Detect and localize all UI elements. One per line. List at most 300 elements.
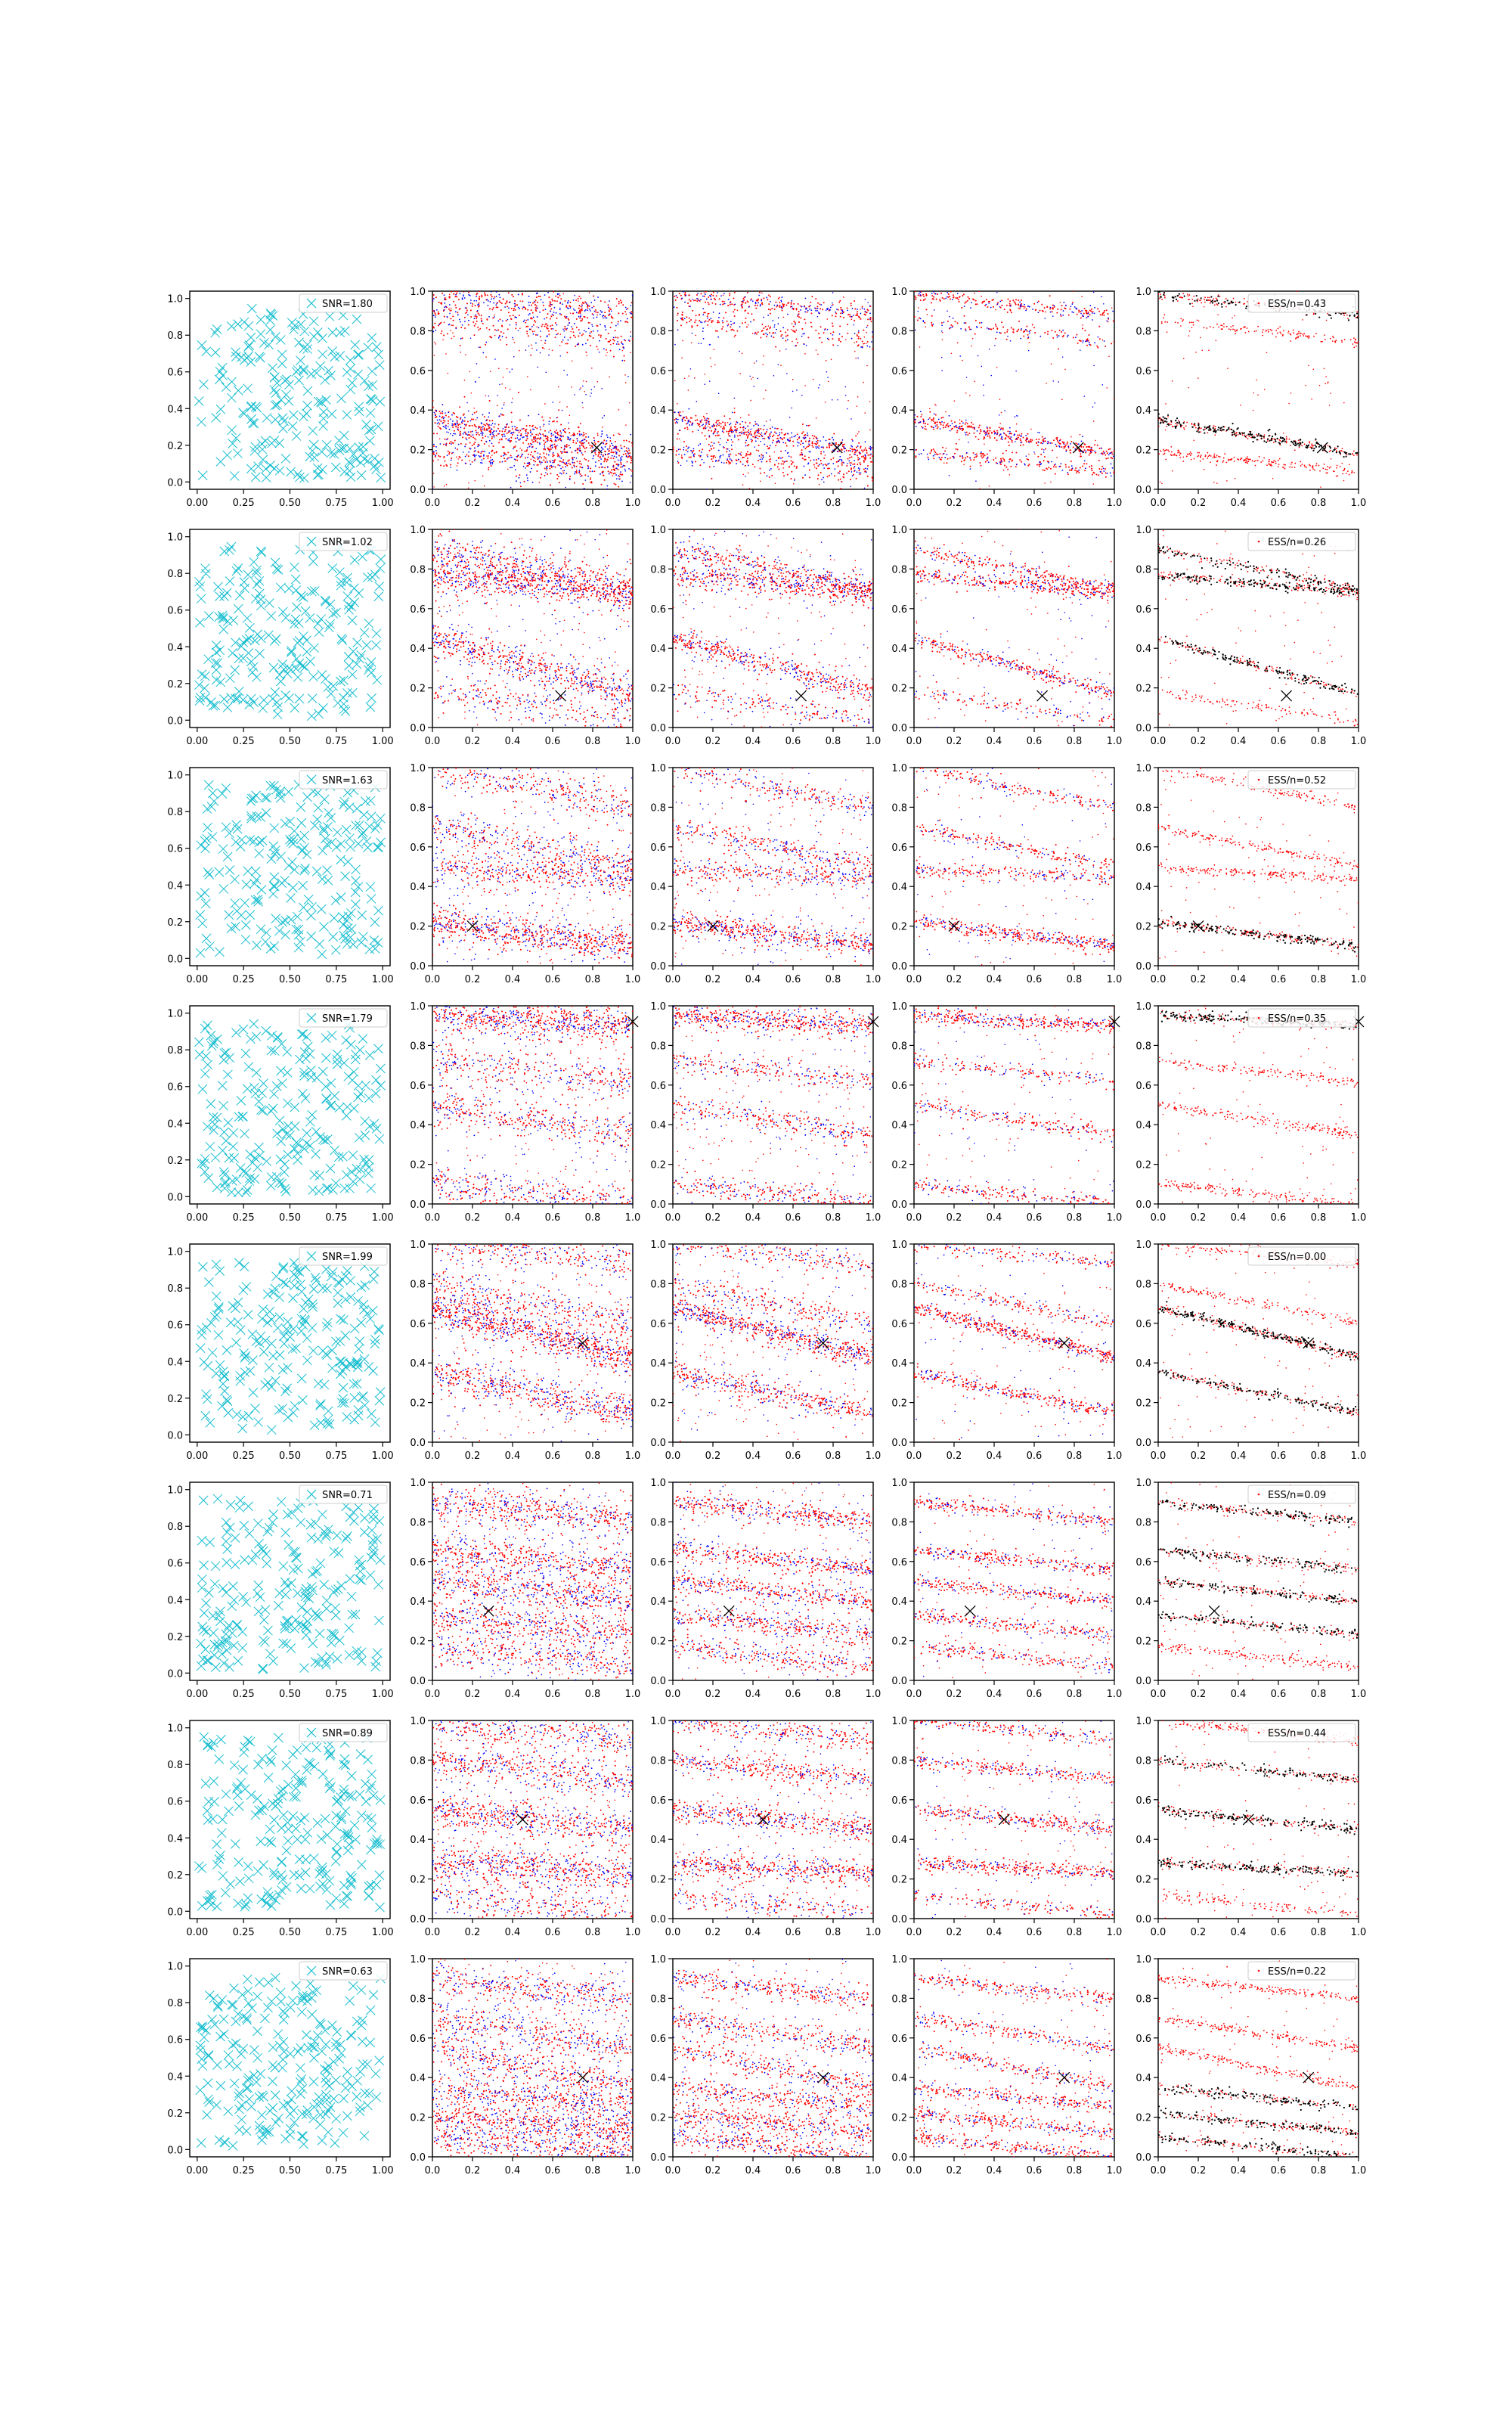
panel-r5-c4-ytick-label: 0.2 bbox=[1136, 1636, 1151, 1648]
panel-r1-c3-xtick-label: 0.8 bbox=[1066, 736, 1083, 747]
panel-r7-c2-xtick-label: 0.6 bbox=[785, 2165, 801, 2176]
panel-r3-c2-xtick-label: 0.2 bbox=[705, 1212, 721, 1224]
panel-r3-c4-xtick-label: 0.6 bbox=[1270, 1212, 1287, 1224]
panel-r1-c1-xtick-label: 0.8 bbox=[584, 736, 601, 747]
panel-r5-c3-ytick-label: 1.0 bbox=[891, 1478, 907, 1489]
panel-r0-c1-ytick-label: 0.6 bbox=[410, 365, 426, 377]
panel-r1-c0-ytick-label: 0.0 bbox=[167, 715, 183, 728]
panel-r1-c2-ytick-label: 0.8 bbox=[650, 564, 666, 576]
panel-r4-c4-xtick-label: 0.4 bbox=[1230, 1450, 1247, 1462]
panel-r6-c1-xtick-label: 0.0 bbox=[424, 1927, 441, 1938]
panel-r4-c1-xtick-label: 0.2 bbox=[464, 1450, 481, 1462]
panel-r4-c4-ytick-label: 0.6 bbox=[1136, 1318, 1151, 1330]
panel-r7-c0-xtick-label: 0.75 bbox=[325, 2165, 348, 2176]
panel-r6-c2-xtick-label: 0.2 bbox=[705, 1927, 721, 1938]
panel-r5-c3-xtick-label: 0.2 bbox=[946, 1689, 962, 1700]
legend-snr-r0-text: SNR=1.80 bbox=[322, 299, 373, 310]
panel-r6-c1-xtick-label: 1.0 bbox=[624, 1927, 641, 1938]
panel-r5-c1-xtick-label: 0.8 bbox=[584, 1689, 601, 1700]
panel-r0-c4-xtick-label: 0.8 bbox=[1310, 498, 1327, 509]
panel-r4-c0-xtick-label: 1.00 bbox=[371, 1450, 394, 1462]
panel-r1-c0-xtick-label: 0.75 bbox=[325, 736, 348, 747]
panel-r2-c4-xtick-label: 0.8 bbox=[1310, 974, 1327, 985]
panel-r6-c1-ytick-label: 0.8 bbox=[410, 1755, 426, 1767]
legend-ess-r2-marker bbox=[1258, 779, 1260, 781]
panel-r1-c0-ytick-label: 1.0 bbox=[167, 532, 183, 544]
panel-r6-c4-xtick-label: 0.4 bbox=[1230, 1927, 1247, 1938]
panel-r5-c1-ytick-label: 0.0 bbox=[410, 1676, 426, 1687]
panel-r5-c4-ytick-label: 1.0 bbox=[1136, 1478, 1151, 1489]
panel-r6-c0-xtick-label: 1.00 bbox=[371, 1927, 394, 1938]
panel-r5-c1-ytick-label: 1.0 bbox=[410, 1478, 426, 1489]
panel-r6-c0-xtick-label: 0.75 bbox=[325, 1927, 348, 1938]
panel-r3-c0-ytick-label: 0.4 bbox=[167, 1118, 183, 1131]
panel-r1-c1-ytick-label: 0.0 bbox=[410, 723, 426, 734]
panel-r1-c3-xtick-label: 0.4 bbox=[986, 736, 1002, 747]
panel-r6-c2-ytick-label: 0.4 bbox=[650, 1835, 666, 1847]
panel-r0-c2-ytick-label: 0.4 bbox=[650, 405, 666, 417]
panel-r7-c3-ytick-label: 0.8 bbox=[891, 1993, 907, 2006]
panel-r7-c3-ytick-label: 0.2 bbox=[891, 2112, 907, 2124]
panel-r1-c1-ytick-label: 0.2 bbox=[410, 683, 426, 695]
panel-r2-c3-ytick-label: 0.4 bbox=[891, 882, 907, 894]
panel-r0-c1-xtick-label: 0.4 bbox=[504, 498, 521, 509]
panel-r6-c4-xtick-label: 0.2 bbox=[1190, 1927, 1207, 1938]
panel-r3-c1-ytick-label: 0.6 bbox=[410, 1080, 426, 1092]
panel-r2-c0-xtick-label: 0.50 bbox=[279, 974, 301, 985]
panel-r1-c3-ytick-label: 0.8 bbox=[891, 564, 907, 576]
panel-r6-c4-xtick-label: 0.8 bbox=[1310, 1927, 1327, 1938]
panel-r4-c3-ytick-label: 0.4 bbox=[891, 1358, 907, 1370]
panel-r0-c2-xtick-label: 0.4 bbox=[745, 498, 761, 509]
panel-r7-c4-ytick-label: 0.6 bbox=[1136, 2033, 1151, 2045]
panel-r6-c1-ytick-label: 0.2 bbox=[410, 1874, 426, 1886]
panel-r4-c3-ytick-label: 0.8 bbox=[891, 1279, 907, 1291]
panel-r7-c1-ytick-label: 0.2 bbox=[410, 2112, 426, 2124]
panel-r1-c4-xtick-label: 0.8 bbox=[1310, 736, 1327, 747]
panel-r2-c3-xtick-label: 0.8 bbox=[1066, 974, 1083, 985]
panel-r3-c4-ytick-label: 0.8 bbox=[1136, 1041, 1151, 1053]
panel-r5-c2-xtick-label: 0.6 bbox=[785, 1689, 801, 1700]
panel-r0-c2-ytick-label: 0.2 bbox=[650, 445, 666, 457]
panel-r0-c0-ytick-label: 0.8 bbox=[167, 330, 183, 343]
panel-r3-c1-xtick-label: 0.4 bbox=[504, 1212, 521, 1224]
panel-r2-c2-xtick-label: 1.0 bbox=[865, 974, 881, 985]
panel-r4-c1-xtick-label: 0.4 bbox=[504, 1450, 521, 1462]
panel-r5-c4-ytick-label: 0.4 bbox=[1136, 1596, 1151, 1609]
panel-r7-c1-xtick-label: 0.2 bbox=[464, 2165, 481, 2176]
panel-r2-c3-xtick-label: 0.4 bbox=[986, 974, 1002, 985]
panel-r6-c0-ytick-label: 0.2 bbox=[167, 1869, 183, 1882]
panel-r3-c1-ytick-label: 0.2 bbox=[410, 1159, 426, 1171]
panel-r6-c0-ytick-label: 0.6 bbox=[167, 1796, 183, 1808]
legend-snr-r1-text: SNR=1.02 bbox=[322, 537, 373, 548]
panel-r0-c1-xtick-label: 0.6 bbox=[544, 498, 561, 509]
panel-r2-c4-ytick-label: 0.0 bbox=[1136, 961, 1151, 973]
panel-r0-c0-ytick-label: 0.6 bbox=[167, 367, 183, 379]
panel-r3-c4-ytick-label: 0.0 bbox=[1136, 1199, 1151, 1211]
panel-r7-c3-xtick-label: 1.0 bbox=[1106, 2165, 1123, 2176]
panel-r1-c1-xtick-label: 0.2 bbox=[464, 736, 481, 747]
panel-r4-c0-ytick-label: 0.4 bbox=[167, 1357, 183, 1369]
panel-r5-c1-ytick-label: 0.8 bbox=[410, 1517, 426, 1529]
panel-r7-c1-ytick-label: 0.0 bbox=[410, 2152, 426, 2164]
panel-r4-c4-ytick-label: 0.2 bbox=[1136, 1398, 1151, 1410]
panel-r0-c3-ytick-label: 0.0 bbox=[891, 485, 907, 496]
panel-r4-c1-ytick-label: 0.8 bbox=[410, 1279, 426, 1291]
panel-r2-c1-xtick-label: 1.0 bbox=[624, 974, 641, 985]
legend-snr-r7-text: SNR=0.63 bbox=[322, 1966, 373, 1978]
panel-r3-c0-xtick-label: 1.00 bbox=[371, 1212, 394, 1224]
panel-r6-c3-xtick-label: 0.6 bbox=[1026, 1927, 1043, 1938]
panel-r4-c3-ytick-label: 0.0 bbox=[891, 1438, 907, 1449]
panel-r3-c2-ytick-label: 0.2 bbox=[650, 1159, 666, 1171]
panel-r0-c1-ytick-label: 1.0 bbox=[410, 287, 426, 298]
panel-r6-c2-xtick-label: 0.4 bbox=[745, 1927, 761, 1938]
panel-r1-c4-xtick-label: 0.4 bbox=[1230, 736, 1247, 747]
panel-r2-c1-xtick-label: 0.6 bbox=[544, 974, 561, 985]
panel-r7-c2-ytick-label: 0.4 bbox=[650, 2073, 666, 2085]
panel-r3-c3-ytick-label: 0.6 bbox=[891, 1080, 907, 1092]
panel-r1-c3-xtick-label: 0.0 bbox=[906, 736, 922, 747]
panel-r7-c3-ytick-label: 0.4 bbox=[891, 2073, 907, 2085]
panel-r0-c4-xtick-label: 0.4 bbox=[1230, 498, 1247, 509]
panel-r2-c2-ytick-label: 0.0 bbox=[650, 961, 666, 973]
panel-r5-c4-ytick-label: 0.6 bbox=[1136, 1556, 1151, 1568]
panel-r0-c2-xtick-label: 0.0 bbox=[665, 498, 681, 509]
panel-r3-c3-ytick-label: 0.4 bbox=[891, 1120, 907, 1132]
legend-snr-r4-text: SNR=1.99 bbox=[322, 1252, 373, 1263]
panel-r0-c4-ytick-label: 0.2 bbox=[1136, 445, 1151, 457]
panel-r4-c2-ytick-label: 0.6 bbox=[650, 1318, 666, 1330]
panel-r7-c2-ytick-label: 0.8 bbox=[650, 1993, 666, 2006]
panel-r2-c3-ytick-label: 0.0 bbox=[891, 961, 907, 973]
panel-r5-c0-ytick-label: 0.0 bbox=[167, 1668, 183, 1680]
panel-r6-c3-ytick-label: 0.2 bbox=[891, 1874, 907, 1886]
panel-r6-c2-xtick-label: 0.8 bbox=[825, 1927, 841, 1938]
panel-r1-c4-ytick-label: 1.0 bbox=[1136, 525, 1151, 536]
legend-snr-r5-text: SNR=0.71 bbox=[322, 1490, 373, 1501]
panel-r7-c0-ytick-label: 0.4 bbox=[167, 2071, 183, 2083]
panel-r0-c2-ytick-label: 1.0 bbox=[650, 287, 666, 298]
panel-r2-c1-ytick-label: 0.4 bbox=[410, 882, 426, 894]
legend-ess-r0-text: ESS/n=0.43 bbox=[1268, 299, 1327, 310]
panel-r2-c1-ytick-label: 0.0 bbox=[410, 961, 426, 973]
panel-r5-c2-xtick-label: 1.0 bbox=[865, 1689, 881, 1700]
panel-r2-c0-ytick-label: 0.8 bbox=[167, 807, 183, 819]
legend-ess-r0-marker bbox=[1258, 302, 1260, 305]
panel-r4-c2-ytick-label: 0.8 bbox=[650, 1279, 666, 1291]
panel-r3-c1-ytick-label: 0.8 bbox=[410, 1041, 426, 1053]
panel-r0-c3-xtick-label: 0.0 bbox=[906, 498, 922, 509]
panel-r5-c0-xtick-label: 0.00 bbox=[186, 1689, 209, 1700]
panel-r2-c4-xtick-label: 0.0 bbox=[1150, 974, 1167, 985]
panel-r1-c4-xtick-label: 0.2 bbox=[1190, 736, 1207, 747]
panel-r4-c3-xtick-label: 1.0 bbox=[1106, 1450, 1123, 1462]
panel-r4-c3-xtick-label: 0.2 bbox=[946, 1450, 962, 1462]
panel-r6-c0-ytick-label: 0.0 bbox=[167, 1907, 183, 1919]
panel-r5-c2-xtick-label: 0.8 bbox=[825, 1689, 841, 1700]
panel-r5-c4-xtick-label: 1.0 bbox=[1350, 1689, 1367, 1700]
panel-r7-c4-xtick-label: 0.6 bbox=[1270, 2165, 1287, 2176]
panel-r4-c2-ytick-label: 0.4 bbox=[650, 1358, 666, 1370]
panel-r2-c3-ytick-label: 0.6 bbox=[891, 842, 907, 854]
panel-r1-c4-ytick-label: 0.0 bbox=[1136, 723, 1151, 734]
panel-r3-c4-xtick-label: 0.0 bbox=[1150, 1212, 1167, 1224]
panel-r3-c0-ytick-label: 0.2 bbox=[167, 1155, 183, 1167]
panel-r2-c4-ytick-label: 0.8 bbox=[1136, 802, 1151, 814]
panel-r7-c2-xtick-label: 0.4 bbox=[745, 2165, 761, 2176]
panel-r0-c3-xtick-label: 0.6 bbox=[1026, 498, 1043, 509]
panel-r4-c4-ytick-label: 0.0 bbox=[1136, 1438, 1151, 1449]
panel-r4-c1-ytick-label: 0.2 bbox=[410, 1398, 426, 1410]
panel-r5-c3-xtick-label: 0.0 bbox=[906, 1689, 922, 1700]
panel-r3-c4-ytick-label: 1.0 bbox=[1136, 1001, 1151, 1013]
panel-r1-c0-ytick-label: 0.4 bbox=[167, 642, 183, 654]
panel-r0-c4-xtick-label: 1.0 bbox=[1350, 498, 1367, 509]
panel-r6-c4-ytick-label: 0.8 bbox=[1136, 1755, 1151, 1767]
panel-r0-c3-ytick-label: 0.4 bbox=[891, 405, 907, 417]
panel-r3-c3-xtick-label: 0.2 bbox=[946, 1212, 962, 1224]
panel-r3-c3-xtick-label: 0.0 bbox=[906, 1212, 922, 1224]
panel-r2-c2-xtick-label: 0.0 bbox=[665, 974, 681, 985]
panel-r4-c3-xtick-label: 0.4 bbox=[986, 1450, 1002, 1462]
panel-r4-c1-xtick-label: 0.8 bbox=[584, 1450, 601, 1462]
panel-r4-c3-ytick-label: 1.0 bbox=[891, 1239, 907, 1251]
panel-r6-c2-ytick-label: 0.0 bbox=[650, 1914, 666, 1925]
panel-r2-c4-ytick-label: 1.0 bbox=[1136, 763, 1151, 774]
panel-r6-c1-ytick-label: 0.6 bbox=[410, 1795, 426, 1807]
panel-r3-c2-ytick-label: 0.0 bbox=[650, 1199, 666, 1211]
panel-r0-c0-xtick-label: 0.75 bbox=[325, 498, 348, 509]
panel-r6-c1-xtick-label: 0.4 bbox=[504, 1927, 521, 1938]
panel-r7-c2-ytick-label: 0.2 bbox=[650, 2112, 666, 2124]
panel-r4-c1-xtick-label: 0.0 bbox=[424, 1450, 441, 1462]
legend-ess-r6-marker bbox=[1258, 1732, 1260, 1734]
panel-r6-c4-xtick-label: 1.0 bbox=[1350, 1927, 1367, 1938]
panel-r7-c4-xtick-label: 1.0 bbox=[1350, 2165, 1367, 2176]
panel-r6-c4-ytick-label: 0.0 bbox=[1136, 1914, 1151, 1925]
panel-r0-c3-xtick-label: 0.4 bbox=[986, 498, 1002, 509]
panel-r3-c2-ytick-label: 0.4 bbox=[650, 1120, 666, 1132]
panel-r7-c4-xtick-label: 0.0 bbox=[1150, 2165, 1167, 2176]
panel-r5-c1-ytick-label: 0.6 bbox=[410, 1556, 426, 1568]
panel-r2-c4-xtick-label: 1.0 bbox=[1350, 974, 1367, 985]
panel-r5-c3-xtick-label: 0.8 bbox=[1066, 1689, 1083, 1700]
panel-r6-c1-xtick-label: 0.8 bbox=[584, 1927, 601, 1938]
legend-snr-r3-text: SNR=1.79 bbox=[322, 1013, 373, 1025]
panel-r7-c2-xtick-label: 0.2 bbox=[705, 2165, 721, 2176]
panel-r5-c4-ytick-label: 0.0 bbox=[1136, 1676, 1151, 1687]
panel-r7-c3-ytick-label: 0.6 bbox=[891, 2033, 907, 2045]
panel-r7-c0-ytick-label: 1.0 bbox=[167, 1961, 183, 1973]
panel-r6-c2-ytick-label: 1.0 bbox=[650, 1716, 666, 1727]
panel-r6-c0-xtick-label: 0.00 bbox=[186, 1927, 209, 1938]
panel-r2-c3-xtick-label: 1.0 bbox=[1106, 974, 1123, 985]
panel-r2-c0-xtick-label: 1.00 bbox=[371, 974, 394, 985]
panel-r1-c1-ytick-label: 0.4 bbox=[410, 644, 426, 656]
panel-r6-c4-ytick-label: 0.2 bbox=[1136, 1874, 1151, 1886]
panel-r0-c4-ytick-label: 0.0 bbox=[1136, 485, 1151, 496]
panel-r6-c3-xtick-label: 0.2 bbox=[946, 1927, 962, 1938]
panel-r4-c1-ytick-label: 1.0 bbox=[410, 1239, 426, 1251]
panel-r2-c1-xtick-label: 0.0 bbox=[424, 974, 441, 985]
panel-r7-c3-ytick-label: 0.0 bbox=[891, 2152, 907, 2164]
panel-r6-c2-ytick-label: 0.6 bbox=[650, 1795, 666, 1807]
panel-r2-c2-xtick-label: 0.4 bbox=[745, 974, 761, 985]
panel-r2-c4-xtick-label: 0.2 bbox=[1190, 974, 1207, 985]
panel-r3-c3-ytick-label: 0.2 bbox=[891, 1159, 907, 1171]
panel-r0-c0-xtick-label: 0.50 bbox=[279, 498, 301, 509]
panel-r5-c3-xtick-label: 1.0 bbox=[1106, 1689, 1123, 1700]
panel-r7-c1-xtick-label: 0.6 bbox=[544, 2165, 561, 2176]
panel-r6-c4-xtick-label: 0.6 bbox=[1270, 1927, 1287, 1938]
panel-r7-c2-ytick-label: 0.0 bbox=[650, 2152, 666, 2164]
panel-r0-c0-xtick-label: 1.00 bbox=[371, 498, 394, 509]
panel-r7-c0-ytick-label: 0.6 bbox=[167, 2034, 183, 2046]
panel-r7-c2-ytick-label: 0.6 bbox=[650, 2033, 666, 2045]
panel-r0-c2-ytick-label: 0.8 bbox=[650, 326, 666, 338]
panel-r6-c3-xtick-label: 0.0 bbox=[906, 1927, 922, 1938]
legend-ess-r5-text: ESS/n=0.09 bbox=[1268, 1490, 1327, 1501]
panel-r2-c1-xtick-label: 0.8 bbox=[584, 974, 601, 985]
panel-r5-c2-ytick-label: 1.0 bbox=[650, 1478, 666, 1489]
panel-r4-c4-xtick-label: 0.8 bbox=[1310, 1450, 1327, 1462]
panel-r3-c2-xtick-label: 0.4 bbox=[745, 1212, 761, 1224]
panel-r2-c2-ytick-label: 1.0 bbox=[650, 763, 666, 774]
panel-r5-c3-xtick-label: 0.4 bbox=[986, 1689, 1002, 1700]
panel-r7-c4-ytick-label: 1.0 bbox=[1136, 1954, 1151, 1965]
panel-r3-c4-xtick-label: 0.8 bbox=[1310, 1212, 1327, 1224]
panel-r2-c1-ytick-label: 0.6 bbox=[410, 842, 426, 854]
panel-r0-c2-xtick-label: 1.0 bbox=[865, 498, 881, 509]
legend-snr-r2-text: SNR=1.63 bbox=[322, 775, 373, 786]
panel-r2-c4-ytick-label: 0.4 bbox=[1136, 882, 1151, 894]
panel-r6-c1-xtick-label: 0.6 bbox=[544, 1927, 561, 1938]
panel-r6-c4-ytick-label: 1.0 bbox=[1136, 1716, 1151, 1727]
panel-r1-c3-ytick-label: 0.4 bbox=[891, 644, 907, 656]
panel-r1-c2-xtick-label: 0.0 bbox=[665, 736, 681, 747]
panel-r2-c3-xtick-label: 0.6 bbox=[1026, 974, 1043, 985]
panel-r4-c4-xtick-label: 0.0 bbox=[1150, 1450, 1167, 1462]
panel-r4-c2-ytick-label: 1.0 bbox=[650, 1239, 666, 1251]
panel-r5-c4-xtick-label: 0.0 bbox=[1150, 1689, 1167, 1700]
panel-r1-c3-xtick-label: 0.2 bbox=[946, 736, 962, 747]
panel-r4-c0-ytick-label: 0.8 bbox=[167, 1283, 183, 1295]
panel-r2-c2-ytick-label: 0.2 bbox=[650, 921, 666, 933]
panel-r7-c3-xtick-label: 0.4 bbox=[986, 2165, 1002, 2176]
panel-r0-c3-xtick-label: 0.2 bbox=[946, 498, 962, 509]
panel-r7-c1-xtick-label: 1.0 bbox=[624, 2165, 641, 2176]
panel-r0-c0-ytick-label: 1.0 bbox=[167, 293, 183, 306]
panel-r4-c0-ytick-label: 1.0 bbox=[167, 1246, 183, 1258]
panel-r5-c2-xtick-label: 0.0 bbox=[665, 1689, 681, 1700]
panel-r2-c0-xtick-label: 0.75 bbox=[325, 974, 348, 985]
panel-r3-c0-ytick-label: 0.8 bbox=[167, 1045, 183, 1057]
panel-r0-c1-ytick-label: 0.2 bbox=[410, 445, 426, 457]
panel-r5-c4-xtick-label: 0.6 bbox=[1270, 1689, 1287, 1700]
panel-r6-c2-xtick-label: 1.0 bbox=[865, 1927, 881, 1938]
panel-r1-c4-ytick-label: 0.2 bbox=[1136, 683, 1151, 695]
panel-r1-c3-ytick-label: 0.2 bbox=[891, 683, 907, 695]
panel-r5-c0-ytick-label: 1.0 bbox=[167, 1485, 183, 1497]
panel-r0-c1-xtick-label: 0.2 bbox=[464, 498, 481, 509]
panel-r5-c2-ytick-label: 0.4 bbox=[650, 1596, 666, 1609]
panel-r1-c3-xtick-label: 1.0 bbox=[1106, 736, 1123, 747]
panel-r7-c4-ytick-label: 0.4 bbox=[1136, 2073, 1151, 2085]
panel-r1-c1-ytick-label: 1.0 bbox=[410, 525, 426, 536]
panel-r2-c2-xtick-label: 0.6 bbox=[785, 974, 801, 985]
panel-r0-c2-xtick-label: 0.8 bbox=[825, 498, 841, 509]
panel-r6-c0-ytick-label: 1.0 bbox=[167, 1723, 183, 1735]
panel-r3-c2-ytick-label: 1.0 bbox=[650, 1001, 666, 1013]
panel-r4-c4-xtick-label: 0.6 bbox=[1270, 1450, 1287, 1462]
panel-r6-c2-ytick-label: 0.2 bbox=[650, 1874, 666, 1886]
panel-r3-c0-ytick-label: 0.0 bbox=[167, 1192, 183, 1204]
panel-r0-c1-xtick-label: 0.0 bbox=[424, 498, 441, 509]
panel-r1-c2-ytick-label: 0.4 bbox=[650, 644, 666, 656]
panel-r3-c1-ytick-label: 0.4 bbox=[410, 1120, 426, 1132]
panel-r4-c1-ytick-label: 0.6 bbox=[410, 1318, 426, 1330]
panel-r7-c1-ytick-label: 0.4 bbox=[410, 2073, 426, 2085]
panel-r0-c3-ytick-label: 0.2 bbox=[891, 445, 907, 457]
panel-r0-c4-ytick-label: 0.8 bbox=[1136, 326, 1151, 338]
panel-r2-c1-ytick-label: 0.8 bbox=[410, 802, 426, 814]
panel-r2-c2-ytick-label: 0.4 bbox=[650, 882, 666, 894]
panel-r2-c3-ytick-label: 0.2 bbox=[891, 921, 907, 933]
panel-r5-c1-xtick-label: 0.4 bbox=[504, 1689, 521, 1700]
panel-r2-c4-xtick-label: 0.6 bbox=[1270, 974, 1287, 985]
panel-r1-c1-ytick-label: 0.6 bbox=[410, 603, 426, 616]
panel-r4-c1-ytick-label: 0.4 bbox=[410, 1358, 426, 1370]
panel-r5-c1-ytick-label: 0.4 bbox=[410, 1596, 426, 1609]
panel-r0-c2-xtick-label: 0.6 bbox=[785, 498, 801, 509]
panel-r3-c2-xtick-label: 0.8 bbox=[825, 1212, 841, 1224]
panel-r4-c4-ytick-label: 1.0 bbox=[1136, 1239, 1151, 1251]
panel-r1-c2-ytick-label: 0.2 bbox=[650, 683, 666, 695]
panel-r0-c0-xtick-label: 0.25 bbox=[232, 498, 255, 509]
panel-r7-c3-xtick-label: 0.0 bbox=[906, 2165, 922, 2176]
panel-r2-c3-ytick-label: 1.0 bbox=[891, 763, 907, 774]
panel-r2-c1-xtick-label: 0.4 bbox=[504, 974, 521, 985]
panel-r7-c0-xtick-label: 0.00 bbox=[186, 2165, 209, 2176]
panel-r5-c2-ytick-label: 0.8 bbox=[650, 1517, 666, 1529]
panel-r7-c2-xtick-label: 0.0 bbox=[665, 2165, 681, 2176]
panel-r4-c0-xtick-label: 0.00 bbox=[186, 1450, 209, 1462]
panel-r0-c0-ytick-label: 0.2 bbox=[167, 440, 183, 452]
panel-r2-c1-xtick-label: 0.2 bbox=[464, 974, 481, 985]
panel-r6-c1-ytick-label: 1.0 bbox=[410, 1716, 426, 1727]
panel-r3-c2-ytick-label: 0.6 bbox=[650, 1080, 666, 1092]
panel-r3-c1-xtick-label: 1.0 bbox=[624, 1212, 641, 1224]
panel-r0-c1-ytick-label: 0.0 bbox=[410, 485, 426, 496]
panel-r7-c2-xtick-label: 1.0 bbox=[865, 2165, 881, 2176]
panel-r3-c1-xtick-label: 0.6 bbox=[544, 1212, 561, 1224]
panel-r1-c4-ytick-label: 0.8 bbox=[1136, 564, 1151, 576]
legend-ess-r6-text: ESS/n=0.44 bbox=[1268, 1728, 1327, 1739]
panel-r3-c3-ytick-label: 0.0 bbox=[891, 1199, 907, 1211]
panel-r5-c2-xtick-label: 0.2 bbox=[705, 1689, 721, 1700]
panel-r0-c4-ytick-label: 1.0 bbox=[1136, 287, 1151, 298]
panel-r7-c4-xtick-label: 0.8 bbox=[1310, 2165, 1327, 2176]
panel-r4-c0-xtick-label: 0.50 bbox=[279, 1450, 301, 1462]
panel-r3-c0-xtick-label: 0.25 bbox=[232, 1212, 255, 1224]
panel-r1-c4-ytick-label: 0.4 bbox=[1136, 644, 1151, 656]
panel-r5-c0-ytick-label: 0.4 bbox=[167, 1595, 183, 1607]
panel-r2-c3-xtick-label: 0.0 bbox=[906, 974, 922, 985]
legend-ess-r4-marker bbox=[1258, 1255, 1260, 1258]
panel-r7-c4-ytick-label: 0.2 bbox=[1136, 2112, 1151, 2124]
